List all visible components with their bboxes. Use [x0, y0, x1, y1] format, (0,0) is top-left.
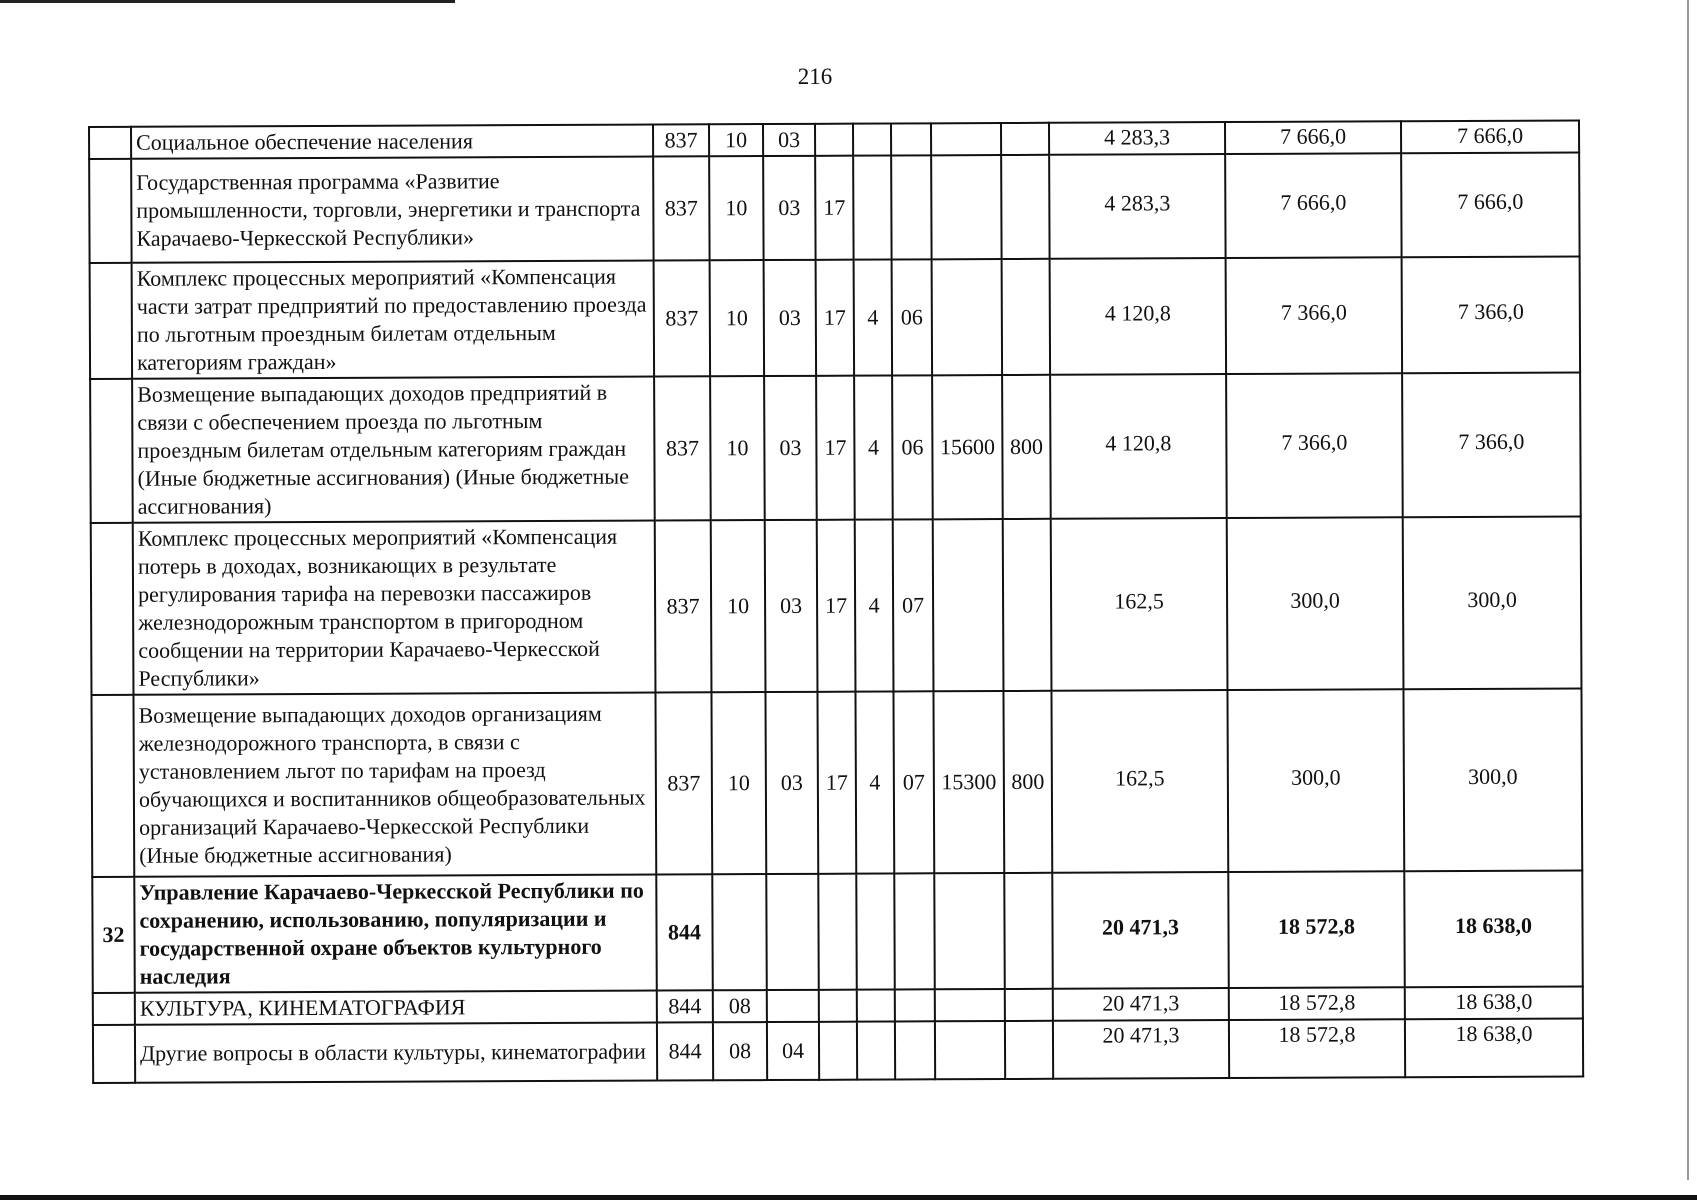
complex-cell — [891, 123, 931, 155]
subsection-cell: 03 — [764, 260, 817, 376]
complex-cell: 07 — [893, 519, 934, 691]
amount-year-2-cell: 7 366,0 — [1226, 373, 1403, 518]
ved-cell: 837 — [653, 156, 709, 260]
complex-cell — [895, 989, 935, 1021]
direction-cell: 15300 — [933, 691, 1004, 873]
program-cell — [819, 1022, 857, 1080]
amount-year-1-cell: 4 283,3 — [1049, 154, 1225, 259]
amount-year-2-cell: 300,0 — [1227, 689, 1404, 872]
section-cell: 10 — [709, 124, 763, 156]
expense-type-cell — [1004, 873, 1053, 989]
program-type-cell: 4 — [854, 375, 893, 519]
table-row — [92, 870, 1582, 993]
amount-year-2-cell: 300,0 — [1227, 517, 1404, 690]
amount-year-2-cell: 7 666,0 — [1225, 121, 1401, 154]
row-number-cell — [91, 695, 134, 877]
row-number-cell — [89, 127, 131, 159]
expense-type-cell — [1001, 123, 1049, 155]
program-cell — [818, 874, 857, 990]
row-name-cell: Возмещение выпадающих доходов организациям железнодорожного транспорта, в связи с установлением льгот по тарифам на проезд обучающихся и воспитанников общеобразовательных организаций Карачаево-Черкесской Республики (Иные бюджетные ассигнования) — [133, 693, 656, 877]
row-name-cell: Комплекс процессных мероприятий «Компенсация потерь в доходах, возникающих в результате регулирования тарифа на перевозки пассажиров железнодорожным транспортом в пригородном сообщении на территории Карачаево-Черкесской Республики» — [133, 521, 656, 695]
top-scan-rule — [0, 0, 455, 3]
subsection-cell: 04 — [767, 1022, 819, 1080]
expense-type-cell — [1005, 1021, 1053, 1079]
amount-year-1-cell: 20 471,3 — [1052, 872, 1229, 989]
row-number-cell — [93, 993, 135, 1025]
row-name-cell: Возмещение выпадающих доходов предприятий в связи с обеспечением проезда по льготным проездным билетам отдельным категориям граждан (Иные бюджетные ассигнования) (Иные бюджетные ассигнования) — [132, 377, 655, 523]
section-cell — [712, 874, 767, 990]
program-type-cell — [857, 1021, 895, 1079]
bottom-scan-rule — [0, 1195, 1697, 1200]
expense-type-cell — [1003, 519, 1052, 691]
program-cell: 17 — [816, 376, 855, 520]
amount-year-3-cell: 300,0 — [1403, 688, 1582, 871]
row-name-cell: Другие вопросы в области культуры, кинематографии — [135, 1023, 657, 1083]
right-scan-rule — [1687, 0, 1689, 1180]
row-number-cell — [89, 159, 131, 263]
expense-type-cell — [1002, 259, 1051, 375]
subsection-cell: 03 — [765, 520, 818, 692]
program-type-cell: 4 — [854, 259, 893, 375]
ved-cell: 837 — [654, 376, 711, 520]
row-number-cell — [93, 1025, 135, 1083]
ved-cell: 837 — [653, 124, 709, 156]
expense-type-cell: 800 — [1002, 375, 1051, 519]
table-row — [89, 152, 1579, 263]
amount-year-3-cell: 7 366,0 — [1402, 256, 1581, 373]
row-name-cell: Управление Карачаево-Черкесской Республики по сохранению, использованию, популяризации и государственной охране объектов культурного наследия — [134, 875, 657, 993]
row-name-cell: Социальное обеспечение населения — [131, 125, 653, 159]
table-row — [90, 256, 1580, 379]
amount-year-3-cell: 18 638,0 — [1405, 1018, 1583, 1077]
row-number-cell — [91, 523, 134, 695]
section-cell: 08 — [713, 1022, 767, 1080]
ved-cell: 837 — [655, 692, 712, 874]
amount-year-3-cell: 7 666,0 — [1401, 152, 1579, 257]
amount-year-2-cell: 7 666,0 — [1225, 153, 1401, 258]
complex-cell — [895, 1021, 935, 1079]
subsection-cell — [767, 990, 819, 1022]
direction-cell — [934, 873, 1005, 989]
section-cell: 10 — [711, 520, 766, 692]
section-cell: 10 — [710, 376, 765, 520]
ved-cell: 837 — [654, 260, 711, 376]
amount-year-1-cell: 162,5 — [1051, 690, 1228, 873]
table-row — [90, 372, 1581, 523]
budget-table — [88, 119, 1584, 1084]
complex-cell: 06 — [892, 375, 933, 519]
amount-year-2-cell: 18 572,8 — [1228, 871, 1405, 988]
amount-year-3-cell: 18 638,0 — [1404, 870, 1583, 987]
section-cell: 10 — [709, 156, 763, 260]
section-cell: 10 — [711, 692, 766, 874]
complex-cell: 06 — [892, 259, 933, 375]
row-number-cell — [90, 379, 133, 523]
program-cell: 17 — [816, 260, 855, 376]
amount-year-2-cell: 18 572,8 — [1229, 1019, 1405, 1078]
row-number-cell — [90, 263, 133, 379]
amount-year-1-cell: 4 120,8 — [1050, 258, 1227, 375]
table-row — [91, 688, 1582, 876]
program-type-cell — [857, 989, 895, 1021]
direction-cell — [932, 259, 1003, 375]
amount-year-1-cell: 20 471,3 — [1053, 988, 1229, 1021]
row-name-cell: Государственная программа «Развитие промышленности, торговли, энергетики и транспорта Карачаево-Черкесской Республики» — [131, 157, 653, 263]
amount-year-2-cell: 18 572,8 — [1229, 987, 1405, 1020]
expense-type-cell: 800 — [1003, 691, 1052, 873]
subsection-cell: 03 — [763, 156, 815, 260]
program-cell — [819, 990, 857, 1022]
direction-cell — [931, 123, 1001, 155]
program-cell: 17 — [817, 692, 856, 874]
ved-cell: 844 — [656, 874, 713, 990]
amount-year-2-cell: 7 366,0 — [1226, 257, 1403, 374]
program-type-cell — [856, 873, 895, 989]
amount-year-1-cell: 162,5 — [1051, 518, 1228, 691]
complex-cell — [891, 155, 931, 259]
ved-cell: 837 — [655, 520, 712, 692]
program-cell — [815, 124, 853, 156]
amount-year-3-cell: 7 666,0 — [1401, 120, 1579, 153]
subsection-cell — [766, 874, 819, 990]
program-type-cell: 4 — [855, 519, 894, 691]
direction-cell — [935, 1021, 1005, 1079]
complex-cell — [894, 873, 935, 989]
direction-cell — [935, 989, 1005, 1021]
program-cell: 17 — [815, 156, 853, 260]
amount-year-1-cell: 20 471,3 — [1053, 1020, 1229, 1079]
amount-year-3-cell: 7 366,0 — [1402, 372, 1581, 517]
table-row — [91, 516, 1582, 694]
subsection-cell: 03 — [765, 692, 818, 874]
section-cell: 10 — [710, 260, 765, 376]
program-type-cell: 4 — [855, 691, 894, 873]
direction-cell — [933, 519, 1004, 691]
row-number-cell: 32 — [92, 877, 135, 993]
amount-year-3-cell: 18 638,0 — [1405, 986, 1583, 1019]
row-name-cell: КУЛЬТУРА, КИНЕМАТОГРАФИЯ — [135, 991, 657, 1025]
table-row — [93, 1018, 1583, 1083]
complex-cell: 07 — [893, 691, 934, 873]
subsection-cell: 03 — [764, 376, 817, 520]
expense-type-cell — [1005, 989, 1053, 1021]
program-cell: 17 — [817, 520, 856, 692]
program-type-cell — [853, 155, 891, 259]
subsection-cell: 03 — [763, 124, 815, 156]
direction-cell — [931, 155, 1001, 259]
ved-cell: 844 — [657, 990, 713, 1022]
direction-cell: 15600 — [932, 375, 1003, 519]
budget-table-container — [88, 119, 1582, 1083]
amount-year-1-cell: 4 120,8 — [1050, 374, 1227, 519]
amount-year-3-cell: 300,0 — [1403, 516, 1582, 689]
ved-cell: 844 — [657, 1022, 713, 1080]
program-type-cell — [853, 123, 891, 155]
page-number: 216 — [797, 64, 833, 89]
amount-year-1-cell: 4 283,3 — [1049, 122, 1225, 155]
expense-type-cell — [1001, 155, 1049, 259]
row-name-cell: Комплекс процессных мероприятий «Компенсация части затрат предприятий по предоставлению проезда по льготным проездным билетам отдельным категориям граждан» — [132, 261, 655, 379]
section-cell: 08 — [713, 990, 767, 1022]
